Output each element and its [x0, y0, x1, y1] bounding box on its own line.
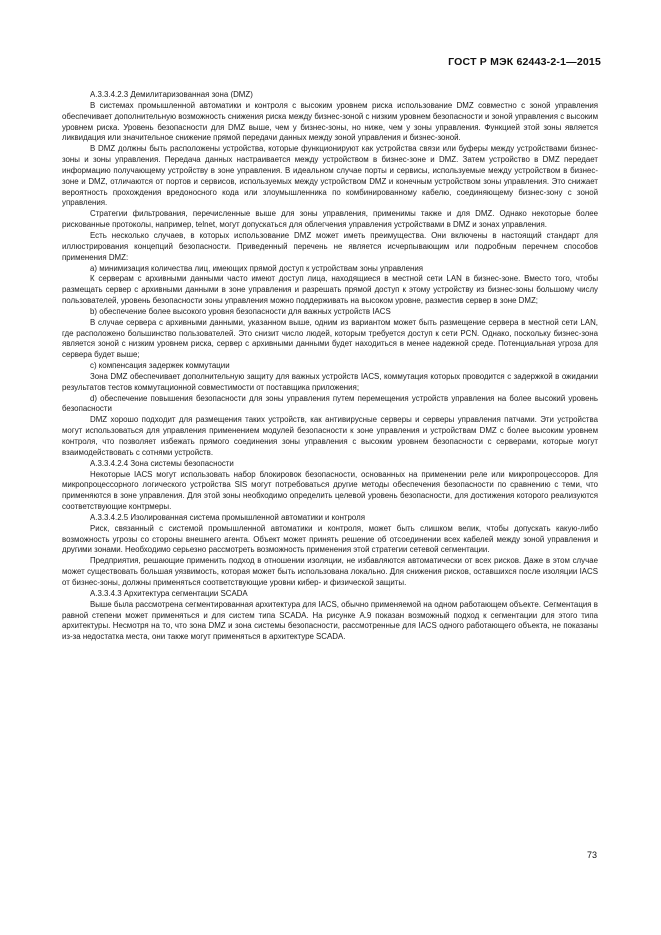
body-paragraph: Некоторые IACS могут использовать набор блокировок безопасности, основанных на применении реле или микропроцессоров. Для микропроцессорного логического устройства SIS могут потребоваться другие методы обеспечения безопасности по сравнению с теми, что применяются в зоне управления. Для этой зоны необходимо определить целевой уровень безопасности, для достижения которого реализуются соответствующие контрмеры.	[62, 469, 598, 512]
section-heading: А.3.3.4.3 Архитектура сегментации SCADA	[90, 588, 248, 598]
body-paragraph: К серверам с архивными данными часто имеют доступ лица, находящиеся в местной сети LAN в бизнес-зоне. Вместо того, чтобы размещать сервер с архивными данными в зоне управления и разрешать прямой доступ к этому устройству из бизнес-зоны большому числу пользователей, уровень безопасности зоны управления можно поддерживать на высоком уровне, разместив сервер в зоне DMZ;	[62, 274, 598, 306]
body-paragraph: Предприятия, решающие применить подход в отношении изоляции, не избавляются автоматически от всех рисков. Даже в этом случае может существовать большая уязвимость, которая может быть использована локально. Для снижения рисков, оставшихся после изоляции IACS от бизнес-зоны, должны применяться соответствующие уровни кибер- и физической защиты.	[62, 556, 598, 587]
list-item: d) обеспечение повышения безопасности для зоны управления путем перемещения устройств управления на более высокий уровень безопасности	[62, 393, 598, 414]
section-heading: А.3.3.4.2.5 Изолированная система промышленной автоматики и контроля	[90, 512, 366, 522]
body-paragraph: Выше была рассмотрена сегментированная архитектура для IACS, обычно применяемой на одном работающем объекте. Сегментация в равной степени может применяться и для систем типа SCADA. На рисунке А.9 показан возможный подход к сегментации для этого типа архитектуры. Несмотря на то, что зона DMZ и зона системы безопасности, рассмотренные для IACS одного работающего объекта, не показаны из-за недостатка места, они также могут применяться в архитектуре SCADA.	[62, 599, 598, 642]
body-paragraph: Стратегии фильтрования, перечисленные выше для зоны управления, применимы также и для DMZ. Однако некоторые более рискованные протоколы, например, telnet, могут допускаться для облегчения управления устройствами в DMZ и зонах управления.	[62, 209, 598, 230]
body-paragraph: В DMZ должны быть расположены устройства, которые функционируют как устройства связи или буферы между устройствами бизнес-зоны и зоны управления. Передача данных настраивается между устройством в бизнес-зоне и DMZ. Затем устройство в DMZ передает информацию получающему устройству в зоне управления. В идеальном случае порты и сервисы, используемые между устройством в бизнес-зоне и DMZ, отличаются от портов и сервисов, используемых между устройством DMZ и конечным устройством зоны управления. Это снижает вероятность прохождения вредоносного кода или злоумышленника по комбинированному кабелю, соединяющему бизнес-зону с зоной управления.	[62, 144, 598, 208]
body-paragraph: В случае сервера с архивными данными, указанном выше, одним из вариантом может быть размещение сервера в местной сети LAN, где расположено большинство пользователей. Это снизит число людей, которым требуется доступ к сети PCN. Однако, поскольку бизнес-зона является зоной с низким уровнем риска, сервер с архивными данными будет находиться в менее надежной среде. Потенциальная угроза для сервера будет выше;	[62, 317, 598, 360]
page-number: 73	[586, 850, 597, 860]
body-paragraph: DMZ хорошо подходит для размещения таких устройств, как антивирусные серверы и серверы управления патчами. Эти устройства могут использоваться для управления применением модулей безопасности к зоне управления и устройствам DMZ с более высоким уровнем контроля, что позволяет избежать прямого соединения зоны управления с высоким уровнем безопасности с серверами, которые могут взаимодействовать с сотнями устройств.	[62, 415, 598, 457]
standard-code-header: ГОСТ Р МЭК 62443-2-1—2015	[448, 56, 601, 68]
body-paragraph: Риск, связанный с системой промышленной автоматики и контроля, может быть слишком велик, чтобы допускать какую-либо возможность угрозы со стороны внешнего агента. Объект может принять решение об отсоединении всех кабелей между зоной управления и другими зонами. Необходимо серьезно рассмотреть возможность применения этой стратегии сетевой сегментации.	[62, 523, 598, 555]
document-body	[62, 90, 598, 643]
body-paragraph: Есть несколько случаев, в которых использование DMZ может иметь преимущества. Они включены в настоящий стандарт для иллюстрирования концепций безопасности. Приведенный перечень не является исчерпывающим или подробным перечнем способов применения DMZ:	[62, 230, 598, 262]
list-item: а) минимизация количества лиц, имеющих прямой доступ к устройствам зоны управления	[90, 263, 424, 273]
body-paragraph: В системах промышленной автоматики и контроля с высоким уровнем риска использование DMZ совместно с зоной управления обеспечивает дополнительную возможность снижения риска между бизнес-зоной с низким уровнем безопасности и зоной управления с высоким уровнем риска. Уровень безопасности для DMZ выше, чем у бизнес-зоны, но ниже, чем у зоны управления. Функцией этой зоны является ликвидация или значительное снижение прямой передачи данных между зоной управления и бизнес-зоной.	[62, 100, 598, 143]
section-heading: А.3.3.4.2.4 Зона системы безопасности	[90, 458, 234, 468]
section-heading: А.3.3.4.2.3 Демилитаризованная зона (DMZ)	[90, 90, 253, 99]
body-paragraph: Зона DMZ обеспечивает дополнительную защиту для важных устройств IACS, коммутация которых проводится с задержкой в ожидании результатов тестов коммутационной совместимости от поставщика приложения;	[62, 371, 598, 392]
list-item: c) компенсация задержек коммутации	[90, 361, 230, 371]
list-item: b) обеспечение более высокого уровня безопасности для важных устройств IACS	[90, 306, 391, 316]
